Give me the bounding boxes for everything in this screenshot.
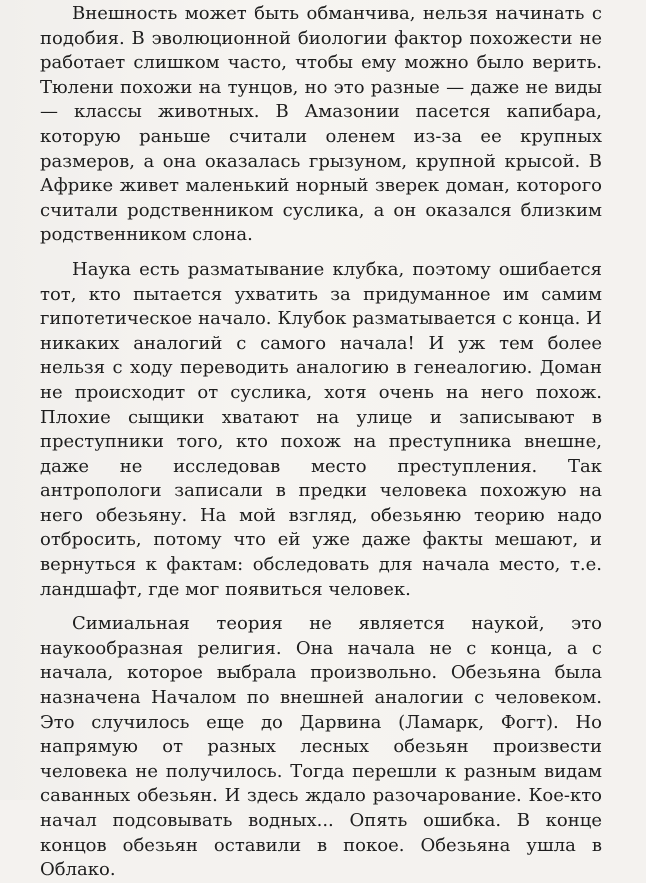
- paragraph-2: Наука есть разматывание клубка, поэтому ошибается тот, кто пытается ухватить за придуманное им самим гипотетическое начало. Клубок разматывается с конца. И никаких аналогий с самого начала! И уж тем более нельзя с ходу переводить аналогию в генеалогию. Доман не происходит от суслика, хотя очень на него похож. Плохие сыщики хватают на улице и записывают в преступники того, кто похож на преступника внешне, даже не исследовав место преступления. Так антропологи записали в предки человека похожую на него обезьяну. На мой взгляд, обезьяню теорию надо отбросить, потому что ей уже даже факты мешают, и вернуться к фактам: обследовать для начала место, т.е. ландшафт, где мог появиться человек.: [40, 258, 602, 600]
- paragraph-1: Внешность может быть обманчива, нельзя начинать с подобия. В эволюционной биологии фактор похожести не работает слишком часто, чтобы ему можно было верить. Тюлени похожи на тунцов, но это разные — даже не виды — классы животных. В Амазонии пасется капибара, которую раньше считали оленем из-за ее крупных размеров, а она оказалась грызуном, крупной крысой. В Африке живет маленький норный зверек доман, которого считали родственником суслика, а он оказался близким родственником слона.: [40, 3, 602, 246]
- paragraph-3: Симиальная теория не является наукой, это наукообразная религия. Она начала не с конца, а с начала, которое выбрала произвольно. Обезьяна была назначена Началом по внешней аналогии с человеком. Это случилось еще до Дарвина (Ламарк, Фогт). Но напрямую от разных лесных обезьян произвести человека не получилось. Тогда перешли к разным видам саванных обезьян. И здесь ждало разочарование. Кое-кто начал подсовывать водных... Опять ошибка. В конце концов обезьян оставили в покое. Обезьяна ушла в Облако.: [40, 613, 602, 881]
- body-text: [40, 2, 602, 883]
